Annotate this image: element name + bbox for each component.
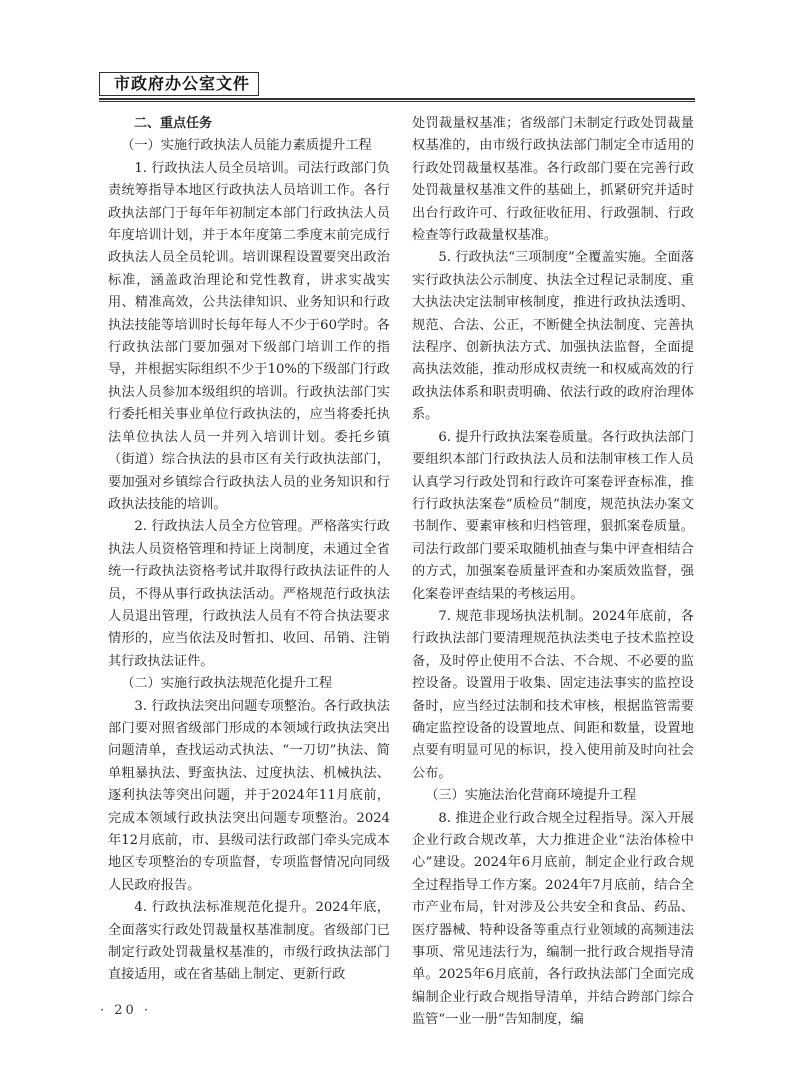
header-rule bbox=[99, 98, 695, 100]
subsection-heading: （一）实施行政执法人员能力素质提升工程 bbox=[121, 138, 372, 154]
right-column bbox=[412, 113, 694, 1032]
paragraph: 6. 提升行政执法案卷质量。各行政执法部门要组织本部门行政执法人员和法制审核工作人员认真学习行政处罚和行政许可案卷评查标准，推行行政执法案卷“质检员”制度，规范执法办案文书制作、要素审核和归档管理，狠抓案卷质量。司法行政部门要采取随机抽查与集中评查相结合的方式，加强案卷质量评查和办案质效监督，强化案卷评查结果的考核运用。 bbox=[412, 429, 694, 602]
left-column bbox=[108, 113, 390, 987]
page-number: · 20 · bbox=[100, 1003, 152, 1018]
page-header bbox=[99, 72, 695, 98]
paragraph: 4. 行政执法标准规范化提升。2024年底，全面落实行政处罚裁量权基准制度。省级部门已制定行政处罚裁量权基准的，市级行政执法部门直接适用，或在省基础上制定、更新行政 bbox=[108, 900, 390, 983]
paragraph: 1. 行政执法人员全员培训。司法行政部门负责统筹指导本地区行政执法人员培训工作。各行政执法部门于每年年初制定本部门行政执法人员年度培训计划，并于本年度第二季度末前完成行政执法人员全员轮训。培训课程设置要突出政治标准，涵盖政治理论和党性教育，讲求实战实用、精准高效，公共法律知识、业务知识和行政执法技能等培训时长每年每人不少于60学时。各行政执法部门要加强对下级部门培训工作的指导，并根据实际组织不少于10%的下级部门行政执法人员参加本级组织的培训。行政执法部门实行委托相关事业单位行政执法的，应当将委托执法单位执法人员一并列入培训计划。委托乡镇（街道）综合执法的县市区有关行政执法部门，要加强对乡镇综合行政执法人员的业务知识和行政执法技能的培训。 bbox=[108, 160, 390, 512]
subsection-heading: （三）实施法治化营商环境提升工程 bbox=[425, 788, 637, 804]
paragraph: 3. 行政执法突出问题专项整治。各行政执法部门要对照省级部门形成的本领域行政执法突出问题清单，查找运动式执法、“一刀切”执法、简单粗暴执法、野蛮执法、过度执法、机械执法、逐利执法等突出问题，并于2024年11月底前，完成本领域行政执法突出问题专项整治。2024年12月底前，市、县级司法行政部门牵头完成本地区专项整治的专项监督，专项监督情况向同级人民政府报告。 bbox=[108, 698, 390, 893]
section-heading: 二、重点任务 bbox=[134, 116, 213, 131]
paragraph: 8. 推进企业行政合规全过程指导。深入开展企业行政合规改革，大力推进企业“法治体检中心”建设。2024年6月底前，制定企业行政合规全过程指导工作方案。2024年7月底前，结合全市产业布局，针对涉及公共安全和食品、药品、医疗器械、特种设备等重点行业领域的高频违法事项、常见违法行为，编制一批行政合规指导清单。2025年6月底前，各行政执法部门全面完成编制企业行政合规指导清单，并结合跨部门综合监管“一业一册”告知制度，编 bbox=[412, 810, 694, 1028]
header-rule-thin bbox=[99, 101, 695, 102]
paragraph: 2. 行政执法人员全方位管理。严格落实行政执法人员资格管理和持证上岗制度，未通过全省统一行政执法资格考试并取得行政执法证件的人员，不得从事行政执法活动。严格规范行政执法人员退出管理，行政执法人员有不符合执法要求情形的，应当依法及时暂扣、收回、吊销、注销其行政执法证件。 bbox=[108, 519, 390, 669]
subsection-heading: （二）实施行政执法规范化提升工程 bbox=[121, 676, 333, 692]
paragraph-continued: 处罚裁量权基准；省级部门未制定行政处罚裁量权基准的，由市级行政执法部门制定全市适用的行政处罚裁量权基准。各行政部门要在完善行政处罚裁量权基准文件的基础上，抓紧研究并适时出台行政许可、行政征收征用、行政强制、行政检查等行政裁量权基准。 bbox=[412, 116, 694, 244]
paragraph: 5. 行政执法“三项制度”全覆盖实施。全面落实行政执法公示制度、执法全过程记录制度、重大执法决定法制审核制度，推进行政执法透明、规范、合法、公正，不断健全执法制度、完善执法程序、创新执法方式、加强执法监督，全面提高执法效能，推动形成权责统一和权威高效的行政执法体系和职责明确、依法行政的政府治理体系。 bbox=[412, 250, 694, 423]
paragraph: 7. 规范非现场执法机制。2024年底前，各行政执法部门要清理规范执法类电子技术监控设备，及时停止使用不合法、不合规、不必要的监控设备。设置用于收集、固定违法事实的监控设备时，应当经过法制和技术审核，根据监管需要确定监控设备的设置地点、间距和数量，设置地点要有明显可见的标识，投入使用前及时向社会公布。 bbox=[412, 608, 694, 781]
header-title-box bbox=[99, 72, 259, 96]
header-title: 市政府办公室文件 bbox=[114, 74, 251, 93]
